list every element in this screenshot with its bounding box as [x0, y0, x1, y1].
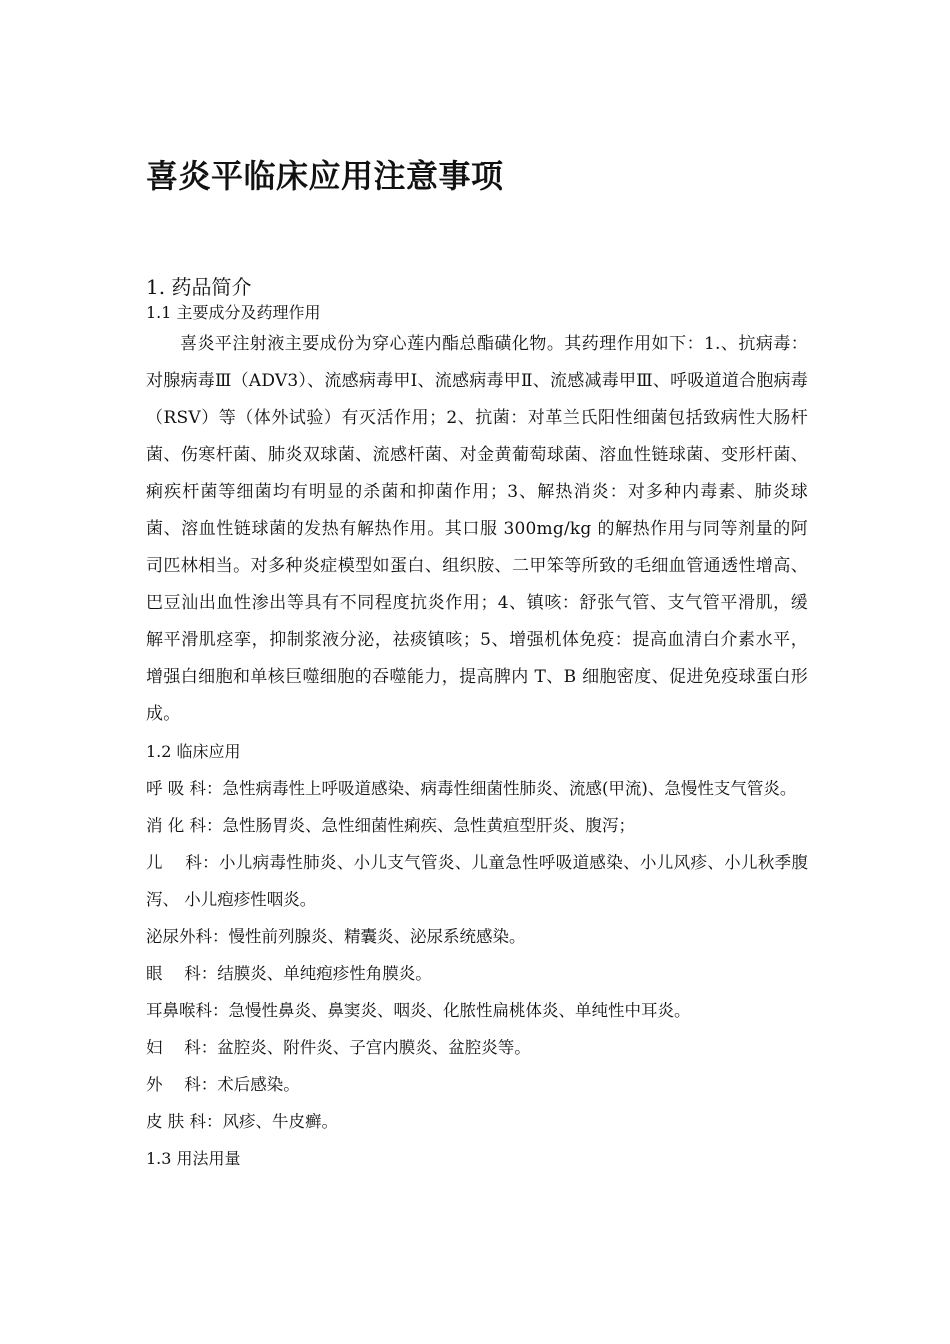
department-text: 慢性前列腺炎、精囊炎、泌尿系统感染。 — [228, 927, 526, 946]
department-text: 术后感染。 — [217, 1075, 300, 1094]
department-entry — [146, 918, 808, 955]
department-entry — [146, 770, 808, 807]
department-entry — [146, 955, 808, 992]
section-1-heading: 1. 药品简介 — [146, 275, 252, 299]
department-label: 儿 科： — [146, 853, 219, 872]
department-entry — [146, 1103, 808, 1140]
department-label: 皮 肤 科： — [146, 1112, 223, 1131]
department-label: 妇 科： — [146, 1038, 218, 1057]
department-text: 风疹、牛皮癣。 — [222, 1112, 338, 1131]
department-label: 泌尿外科： — [146, 927, 229, 946]
section-1-3-heading: 1.3 用法用量 — [146, 1149, 241, 1168]
department-entry — [146, 1029, 808, 1066]
department-entry — [146, 992, 808, 1029]
department-text: 小儿病毒性肺炎、小儿支气管炎、儿童急性呼吸道感染、小儿风疹、小儿秋季腹泻、 小儿疱疹性咽炎。 — [146, 853, 809, 909]
department-entry — [146, 807, 808, 844]
department-label: 消 化 科： — [146, 816, 223, 835]
department-entry — [146, 1066, 808, 1103]
department-text: 急性肠胃炎、急性细菌性痢疾、急性黄疸型肝炎、腹泻； — [222, 816, 635, 835]
department-text: 急慢性鼻炎、鼻窦炎、咽炎、化脓性扁桃体炎、单纯性中耳炎。 — [228, 1001, 691, 1020]
department-label: 呼 吸 科： — [146, 779, 223, 798]
pharmacology-paragraph: 喜炎平注射液主要成份为穿心莲内酯总酯磺化物。其药理作用如下：1.、抗病毒：对腺病毒Ⅲ（ADV3）、流感病毒甲Ⅰ、流感病毒甲Ⅱ、流感减毒甲Ⅲ、呼吸道道合胞病毒（RSV）等（体外试验）有灭活作用；2、抗菌：对革兰氏阳性细菌包括致病性大肠杆菌、伤寒杆菌、肺炎双球菌、流感杆菌、对金黄葡萄球菌、溶血性链球菌、变形杆菌、痢疾杆菌等细菌均有明显的杀菌和抑菌作用；3、解热消炎：对多种内毒素、肺炎球菌、溶血性链球菌的发热有解热作用。其口服 300mg/kg 的解热作用与同等剂量的阿司匹林相当。对多种炎症模型如蛋白、组织胺、二甲笨等所致的毛细血管通透性增高、巴豆汕出血性渗出等具有不同程度抗炎作用；4、镇咳：舒张气管、支气管平滑肌，缓解平滑肌痉挛，抑制浆液分泌，祛痰镇咳；5、增强机体免疫：提高血清白介素水平，增强白细胞和单核巨噬细胞的吞噬能力，提高脾内 T、B 细胞密度、促进免疫球蛋白形成。 — [146, 334, 808, 724]
department-label: 外 科： — [146, 1075, 218, 1094]
document-title: 喜炎平临床应用注意事项 — [146, 157, 504, 195]
department-label: 眼 科： — [146, 964, 218, 983]
document-body — [146, 300, 808, 1177]
section-1-2-heading: 1.2 临床应用 — [146, 742, 241, 761]
section-1-1-heading: 1.1 主要成分及药理作用 — [146, 303, 321, 322]
department-text: 结膜炎、单纯疱疹性角膜炎。 — [217, 964, 432, 983]
department-text: 盆腔炎、附件炎、子宫内膜炎、盆腔炎等。 — [217, 1038, 531, 1057]
department-text: 急性病毒性上呼吸道感染、病毒性细菌性肺炎、流感(甲流)、急慢性支气管炎。 — [222, 779, 797, 798]
department-label: 耳鼻喉科： — [146, 1001, 229, 1020]
department-entry — [146, 844, 808, 918]
